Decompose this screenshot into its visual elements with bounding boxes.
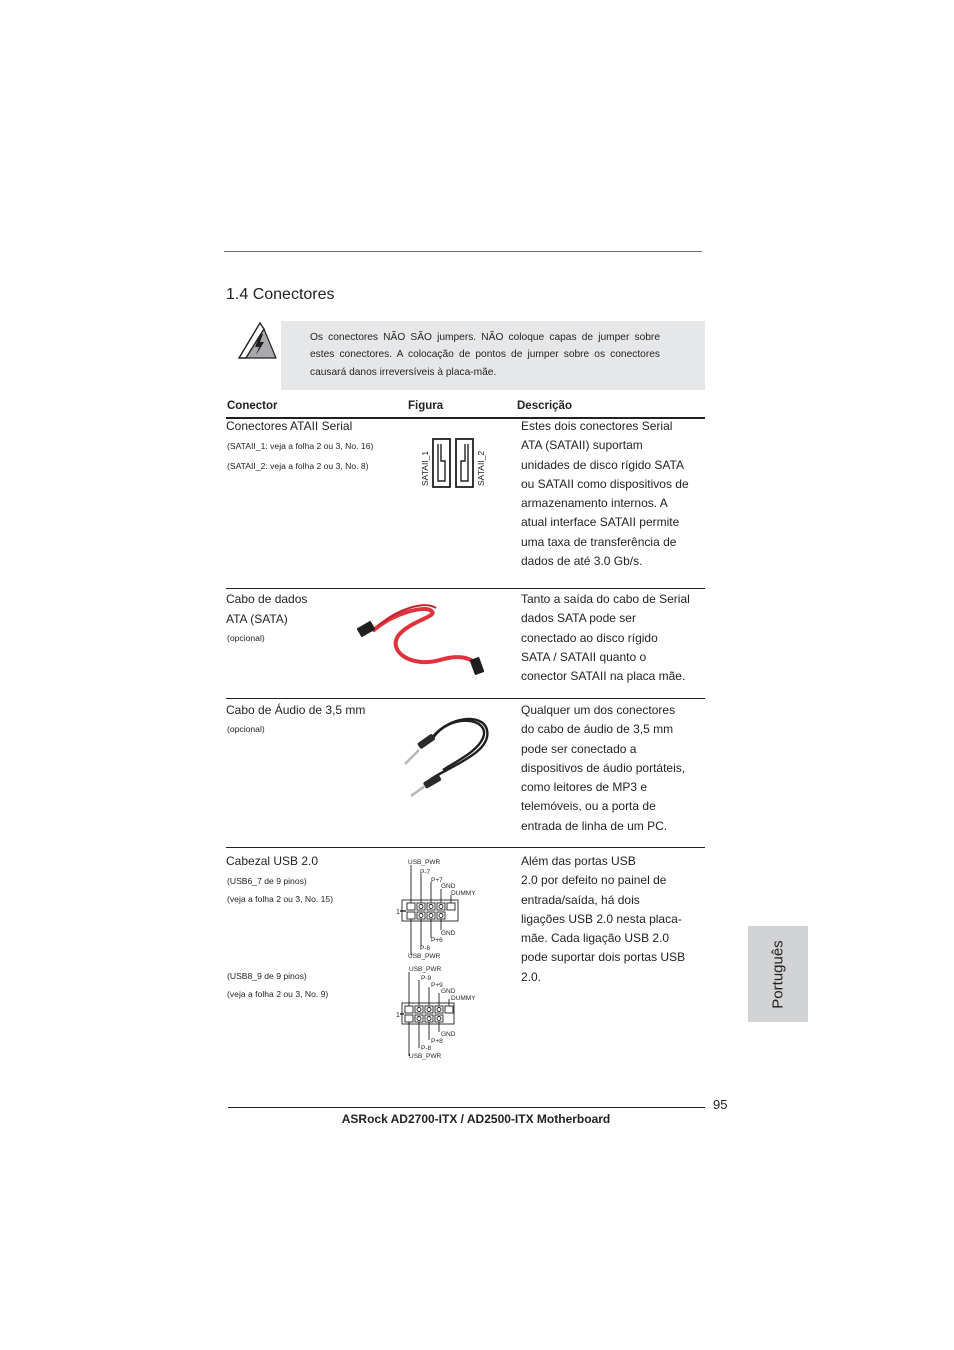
row-divider — [226, 588, 705, 589]
language-side-tab-label: Português — [769, 939, 787, 1009]
row-sata-cable-description: Tanto a saída do cabo de Serial dados SATA pode ser conectado ao disco rígido SATA / SATAII quanto o conector SATAII na placa mãe. — [521, 592, 690, 684]
section-title: 1.4 Conectores — [226, 286, 335, 303]
sata-cable-image — [352, 596, 492, 684]
usb-a-dummy: DUMMY — [451, 890, 476, 897]
row-audio-cable-note: (opcional) — [227, 724, 265, 734]
usb-b-gnd-bottom: GND — [441, 1031, 456, 1038]
usb-b-pwr-top: USB_PWR — [409, 966, 442, 973]
usb-b-p-plus-top: P+9 — [431, 982, 443, 989]
usb-b-pin1: 1 — [396, 1012, 400, 1019]
row-sata-cable-note: (opcional) — [227, 633, 265, 643]
row-sata-cable-title-1: Cabo de dados — [226, 592, 308, 606]
footer-rule — [228, 1107, 705, 1108]
page-number: 95 — [713, 1097, 728, 1112]
language-side-tab-label-wrap — [748, 926, 808, 1022]
row-sata-description: Estes dois conectores Serial ATA (SATAII) suportam unidades de disco rígido SATA ou SATAII como dispositivos de armazenamento internos. A atual interface SATAII permite uma taxa de transferência de dados de até 3.0 Gb/s. — [521, 419, 689, 569]
row-usb-note-a2: (veja a folha 2 ou 3, No. 15) — [227, 894, 334, 904]
usb-a-gnd-top: GND — [441, 883, 456, 890]
row-sata-title: Conectores ATAII Serial — [226, 419, 353, 433]
usb-a-pin1: 1 — [396, 909, 400, 916]
usb-b-p-plus-bottom: P+8 — [431, 1038, 443, 1045]
audio-cable-image — [395, 708, 495, 800]
row-usb-note-a1: (USB6_7 de 9 pinos) — [227, 876, 307, 886]
row-usb-note-b2: (veja a folha 2 ou 3, No. 9) — [227, 989, 329, 999]
row-divider — [226, 698, 705, 699]
row-sata-note-1: (SATAII_1: veja a folha 2 ou 3, No. 16) — [227, 441, 374, 451]
column-header-connector: Conector — [227, 400, 278, 412]
usb-a-p-plus-bottom: P+6 — [431, 937, 443, 944]
row-usb-note-b1: (USB8_9 de 9 pinos) — [227, 971, 307, 981]
row-sata-cable-title-2: ATA (SATA) — [226, 612, 288, 626]
sata-connectors-figure — [418, 436, 494, 492]
warning-note-text: Os conectores NÃO SÃO jumpers. NÃO coloque capas de jumper sobre estes conectores. A colocação de pontos de jumper sobre os conectores causará danos irreversíveis à placa-mãe. — [310, 332, 660, 378]
row-usb-title: Cabezal USB 2.0 — [226, 854, 319, 868]
usb-b-pwr-bottom: USB_PWR — [409, 1053, 442, 1060]
usb-a-gnd-bottom: GND — [441, 930, 456, 937]
column-header-description: Descrição — [517, 400, 572, 412]
column-header-figure: Figura — [408, 400, 444, 412]
footer-text: ASRock AD2700-ITX / AD2500-ITX Motherboard — [341, 1112, 611, 1126]
usb-b-dummy: DUMMY — [451, 995, 476, 1002]
sataii-1-label: SATAII_1 — [420, 450, 430, 486]
row-usb-description: Além das portas USB 2.0 por defeito no painel de entrada/saída, há dois ligações USB 2.0 nesta placa- mãe. Cada ligação USB 2.0 pode suportar dois portas USB 2.0. — [521, 854, 686, 984]
row-divider — [226, 847, 705, 848]
usb-a-p-plus-top: P+7 — [431, 877, 443, 884]
usb-b-gnd-top: GND — [441, 988, 456, 995]
row-sata-note-2: (SATAII_2: veja a folha 2 ou 3, No. 8) — [227, 461, 369, 471]
sataii-2-label: SATAII_2 — [476, 450, 486, 486]
usb-header-a-diagram — [396, 855, 482, 961]
usb-a-p-minus-top: P-7 — [420, 869, 431, 876]
row-audio-cable-description: Qualquer um dos conectores do cabo de áudio de 3,5 mm pode ser conectado a dispositivos de áudio portáteis, como leitores de MP3 e telemóveis, ou a porta de entrada de linha de um PC. — [521, 703, 686, 833]
usb-b-p-minus-bottom: P-8 — [421, 1045, 432, 1052]
row-audio-cable-title: Cabo de Áudio de 3,5 mm — [226, 703, 366, 717]
warning-icon — [236, 321, 278, 361]
usb-a-p-minus-bottom: P-6 — [420, 945, 431, 952]
usb-a-pwr-top: USB_PWR — [408, 859, 441, 866]
usb-a-pwr-bottom: USB_PWR — [408, 953, 441, 960]
usb-header-b-diagram — [396, 962, 482, 1062]
usb-b-p-minus-top: P-9 — [421, 975, 432, 982]
top-rule — [224, 251, 702, 252]
